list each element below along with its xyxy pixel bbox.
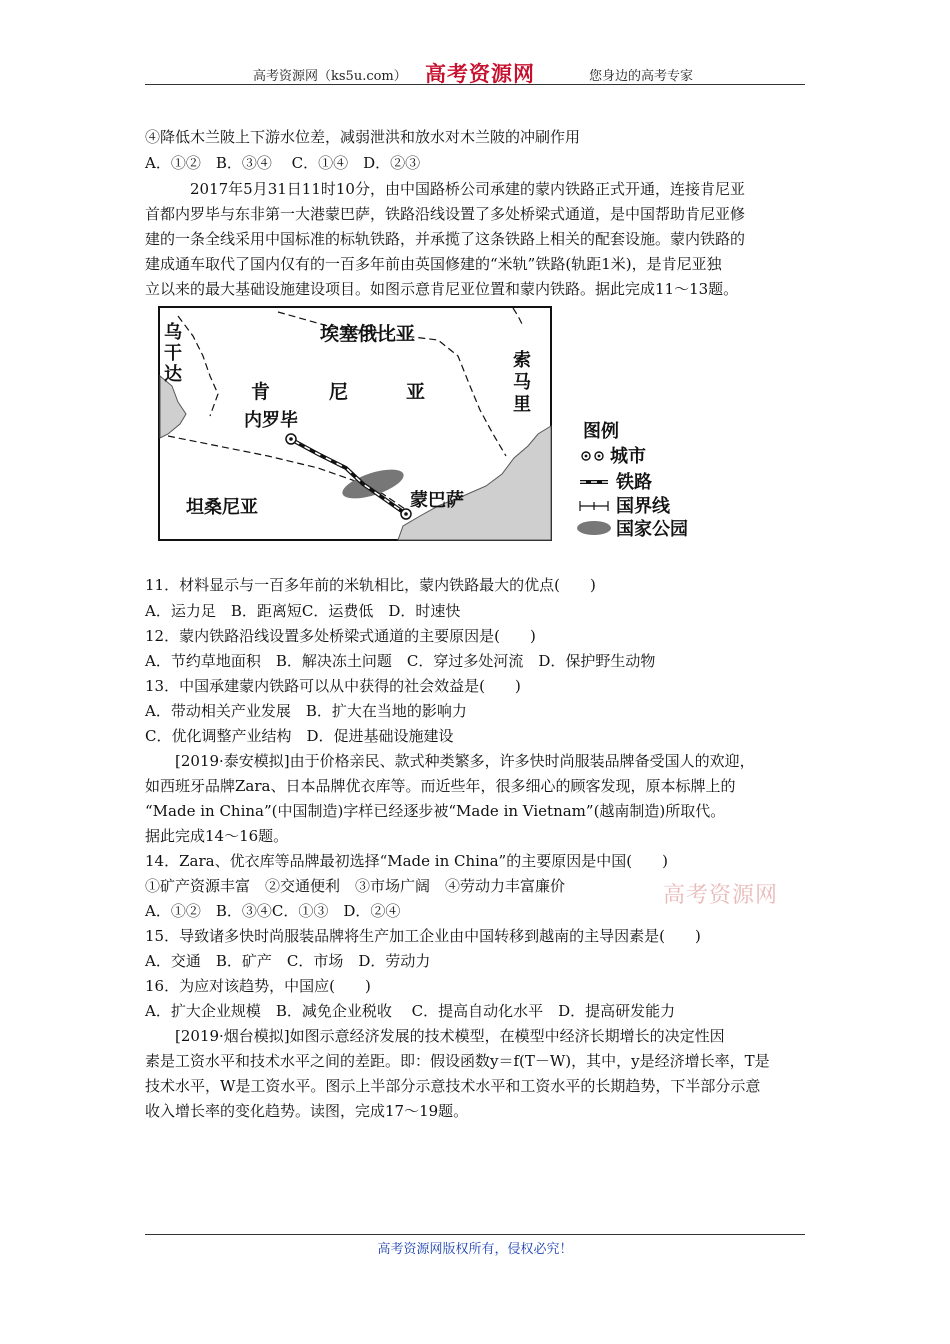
passage-line: 建的一条全线采用中国标准的标轨铁路，并承揽了这条铁路上相关的配套设施。蒙内铁路的 [145,230,746,248]
question-15: 15．导致诸多快时尚服装品牌将生产加工企业由中国转移到越南的主导因素是( ) [145,927,701,945]
answer-options-10: A．①② B．③④ C．①④ D．②③ [145,154,421,172]
label-uganda-2: 干 [164,343,182,364]
option-line: ④降低木兰陂上下游水位差，减弱泄洪和放水对木兰陂的冲刷作用 [145,128,581,146]
label-ethiopia: 埃塞俄比亚 [320,323,416,345]
label-kenya-1: 肯 [251,381,271,403]
label-tanzania: 坦桑尼亚 [186,497,258,518]
options-12: A．节约草地面积 B．解决冻土问题 C．穿过多处河流 D．保护野生动物 [145,652,656,670]
passage-3-line: 收入增长率的变化趋势。读图，完成17～19题。 [145,1102,469,1120]
passage-2-line: 如西班牙品牌Zara、日本品牌优衣库等。而近些年，很多细心的顾客发现，原本标牌上的 [145,777,736,795]
label-uganda-1: 乌 [164,322,182,343]
legend-city: 城市 [610,446,646,467]
options-13-ab: A．带动相关产业发展 B．扩大在当地的影响力 [145,702,467,720]
options-11: A．运力足 B．距离短C．运费低 D．时速快 [145,602,461,620]
kenya-railway-map [158,306,733,542]
label-mombasa: 蒙巴萨 [410,490,464,511]
header-site-name: 高考资源网（ks5u.com） [253,69,407,84]
label-somalia-3: 里 [513,394,531,415]
passage-2-line: 据此完成14～16题。 [145,827,289,845]
label-somalia-2: 马 [513,372,531,393]
passage-line: 首都内罗毕与东非第一大港蒙巴萨，铁路沿线设置了多处桥梁式通道，是中国帮助肯尼亚修 [145,205,746,223]
legend-title: 图例 [583,421,619,442]
passage-3-line: [2019·烟台模拟]如图示意经济发展的技术模型，在模型中经济长期增长的决定性因 [175,1027,725,1045]
question-13: 13．中国承建蒙内铁路可以从中获得的社会效益是( ) [145,677,521,695]
question-16: 16．为应对该趋势，中国应( ) [145,977,371,995]
label-kenya-3: 亚 [406,381,426,403]
label-nairobi: 内罗毕 [244,410,298,431]
header-logo: 高考资源网 [425,61,535,86]
label-somalia-1: 索 [513,350,531,371]
passage-2-line: [2019·泰安模拟]由于价格亲民、款式种类繁多，许多快时尚服装品牌备受国人的欢迎， [175,752,755,770]
question-11: 11．材料显示与一百多年前的米轨相比，蒙内铁路最大的优点( ) [145,576,596,594]
passage-3-line: 技术水平，W是工资水平。图示上半部分示意技术水平和工资水平的长期趋势，下半部分示意 [145,1077,761,1095]
header-slogan: 您身边的高考专家 [589,69,694,84]
footer-copyright: 高考资源网版权所有，侵权必究！ [377,1242,573,1257]
passage-line: 建成通车取代了国内仅有的一百多年前由英国修建的“米轨”铁路(轨距1米)，是肯尼亚独 [145,255,722,273]
label-uganda-3: 达 [164,364,182,385]
question-14: 14．Zara、优衣库等品牌最初选择“Made in China”的主要原因是中国( ) [145,852,668,870]
watermark: 高考资源网 [663,883,779,908]
legend-park-icon [577,521,611,535]
passage-line: 2017年5月31日11时10分，由中国路桥公司承建的蒙内铁路正式开通，连接肯尼亚 [190,180,745,198]
legend-border: 国界线 [616,496,670,517]
options-14: A．①② B．③④C．①③ D．②④ [145,902,401,920]
label-kenya-2: 尼 [329,381,349,403]
page-header [145,58,805,84]
footer-rule [145,1234,805,1235]
options-16: A．扩大企业规模 B．减免企业税收 C．提高自动化水平 D．提高研发能力 [145,1002,676,1020]
passage-2-line: “Made in China”(中国制造)字样已经逐步被“Made in Vietnam”(越南制造)所取代。 [145,802,726,820]
options-13-cd: C．优化调整产业结构 D．促进基础设施建设 [145,727,454,745]
passage-line: 立以来的最大基础设施建设项目。如图示意肯尼亚位置和蒙内铁路。据此完成11～13题。 [145,280,739,298]
options-15: A．交通 B．矿产 C．市场 D．劳动力 [145,952,431,970]
options-14-items: ①矿产资源丰富 ②交通便利 ③市场广阔 ④劳动力丰富廉价 [145,877,566,895]
question-12: 12．蒙内铁路沿线设置多处桥梁式通道的主要原因是( ) [145,627,536,645]
legend-park: 国家公园 [616,519,688,540]
passage-3-line: 素是工资水平和技术水平之间的差距。即：假设函数y＝f(T－W)，其中，y是经济增长率，T是 [145,1052,770,1070]
header-rule [145,84,805,85]
legend-railway: 铁路 [616,472,652,493]
